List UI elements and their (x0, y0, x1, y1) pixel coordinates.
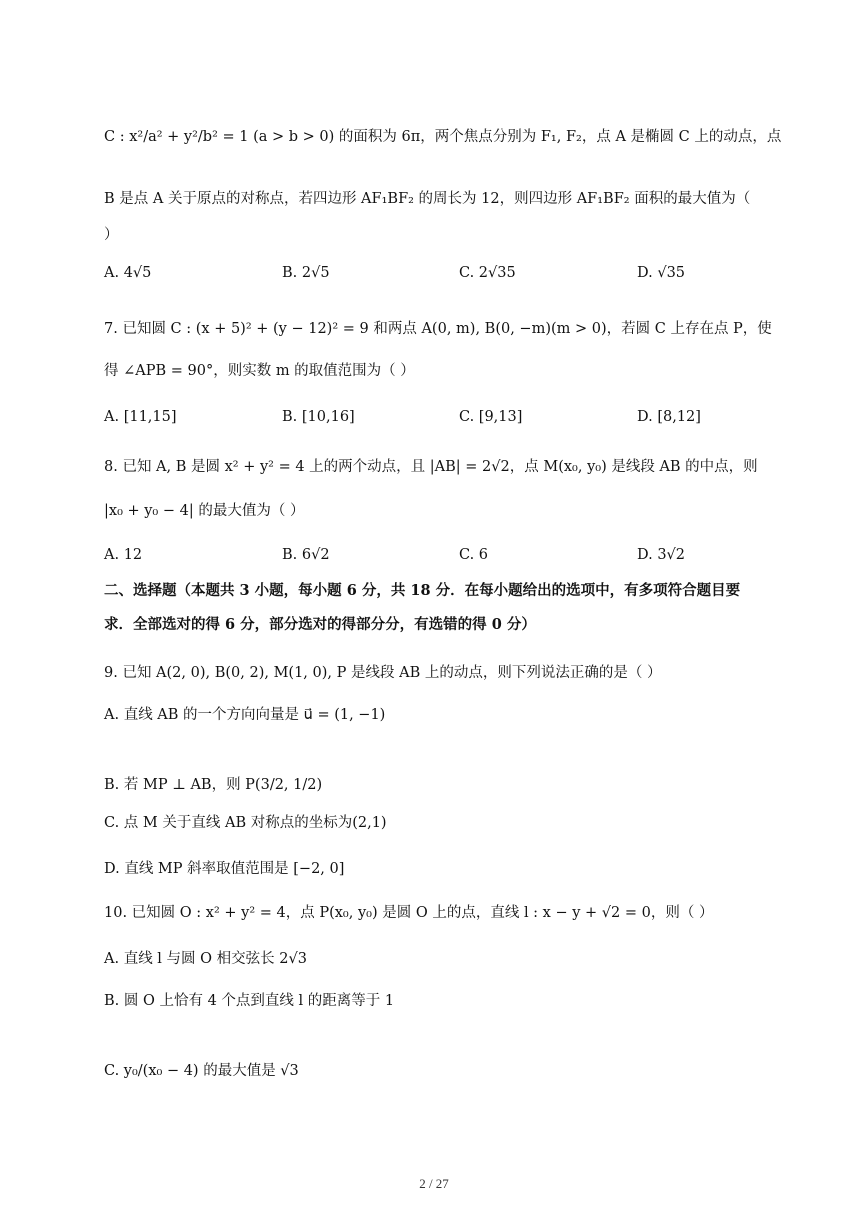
q7-line1: 7. 已知圆 C : (x + 5)² + (y − 12)² = 9 和两点 A(0, m), B(0, −m)(m > 0)，若圆 C 上存在点 P，使 (104, 321, 772, 337)
page-number: 2 / 27 (419, 1176, 449, 1191)
q6-line3: ） (104, 227, 119, 243)
section2-heading-line2: 求．全部选对的得 6 分，部分选对的得部分分，有选错的得 0 分） (104, 616, 536, 633)
q7-option-b: B. [10,16] (282, 409, 355, 425)
q6-line2: B 是点 A 关于原点的对称点，若四边形 AF₁BF₂ 的周长为 12，则四边形 AF₁BF₂ 面积的最大值为（ (104, 191, 751, 207)
q9-stem: 9. 已知 A(2, 0), B(0, 2), M(1, 0), P 是线段 AB 上的动点，则下列说法正确的是（ ） (104, 665, 662, 681)
q8-option-c: C. 6 (459, 547, 489, 563)
q7-option-a: A. [11,15] (104, 409, 177, 425)
q6-line1: C : x²/a² + y²/b² = 1 (a > b > 0) 的面积为 6π，两个焦点分别为 F₁, F₂，点 A 是椭圆 C 上的动点，点 (104, 129, 782, 145)
q7-option-c: C. [9,13] (459, 409, 523, 425)
q9-option-a: A. 直线 AB 的一个方向向量是 u⃗ = (1, −1) (104, 707, 386, 723)
q10-option-c: C. y₀/(x₀ − 4) 的最大值是 √3 (104, 1063, 299, 1079)
q10-option-b: B. 圆 O 上恰有 4 个点到直线 l 的距离等于 1 (104, 993, 395, 1009)
q8-option-b: B. 6√2 (282, 547, 330, 563)
q10-stem: 10. 已知圆 O : x² + y² = 4，点 P(x₀, y₀) 是圆 O 上的点，直线 l : x − y + √2 = 0，则（ ） (104, 905, 714, 921)
q6-option-b: B. 2√5 (282, 265, 330, 281)
q6-option-c: C. 2√35 (459, 265, 516, 281)
q9-option-b: B. 若 MP ⊥ AB，则 P(3/2, 1/2) (104, 777, 323, 793)
q8-line1: 8. 已知 A, B 是圆 x² + y² = 4 上的两个动点，且 |AB| = 2√2，点 M(x₀, y₀) 是线段 AB 的中点，则 (104, 459, 758, 475)
q10-option-a: A. 直线 l 与圆 O 相交弦长 2√3 (104, 951, 307, 967)
q7-line2: 得 ∠APB = 90°，则实数 m 的取值范围为（ ） (104, 363, 415, 379)
q9-option-c: C. 点 M 关于直线 AB 对称点的坐标为(2,1) (104, 815, 387, 831)
q8-option-a: A. 12 (104, 547, 143, 563)
q6-option-a: A. 4√5 (104, 265, 152, 281)
section2-heading-line1: 二、选择题（本题共 3 小题，每小题 6 分，共 18 分．在每小题给出的选项中，有多项符合题目要 (104, 582, 741, 599)
q6-option-d: D. √35 (637, 265, 686, 281)
q9-option-d: D. 直线 MP 斜率取值范围是 [−2, 0] (104, 861, 345, 877)
q8-option-d: D. 3√2 (637, 547, 686, 563)
q8-line2: |x₀ + y₀ − 4| 的最大值为（ ） (104, 503, 305, 519)
q7-option-d: D. [8,12] (637, 409, 701, 425)
